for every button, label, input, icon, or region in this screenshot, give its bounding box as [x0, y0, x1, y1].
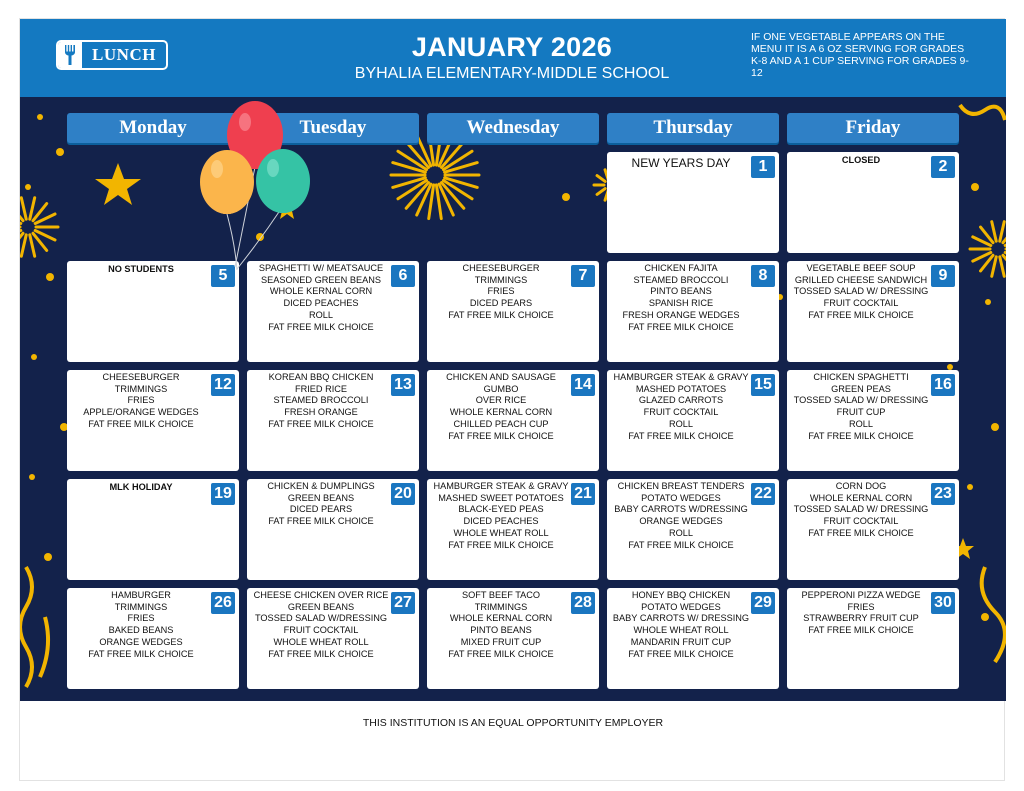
menu-item: STEAMED BROCCOLI [273, 395, 369, 406]
menu-item: STRAWBERRY FRUIT CUP [803, 613, 919, 624]
menu-item: DICED PEACHES [283, 298, 359, 309]
day-cell [67, 479, 239, 580]
day-cell [607, 370, 779, 471]
balloon-icon [256, 149, 310, 213]
menu-item: POTATO WEDGES [641, 601, 721, 612]
menu-list [69, 372, 213, 431]
streamer [20, 567, 32, 687]
date-number: 28 [571, 592, 595, 614]
menu-item: CHEESE CHICKEN OVER RICE [253, 590, 389, 600]
day-cell [427, 479, 599, 580]
day-cell [427, 370, 599, 471]
day-cell [607, 152, 779, 253]
menu-item: DICED PEACHES [463, 516, 539, 527]
menu-item: FAT FREE MILK CHOICE [448, 648, 554, 659]
menu-list [249, 372, 393, 431]
menu-item: FRUIT COCKTAIL [823, 298, 899, 309]
day-header-tuesday: Tuesday [247, 113, 419, 143]
menu-item: GREEN BEANS [287, 601, 355, 612]
date-number: 23 [931, 483, 955, 505]
menu-item: FRUIT COCKTAIL [283, 625, 359, 636]
date-number: 15 [751, 374, 775, 396]
menu-list [609, 481, 753, 551]
school-name: BYHALIA ELEMENTARY-MIDDLE SCHOOL [354, 65, 670, 82]
menu-list [609, 263, 753, 333]
menu-item: GUMBO [483, 383, 519, 394]
menu-item: TRIMMINGS [114, 383, 168, 394]
calendar-board [20, 97, 1006, 701]
menu-item: ROLL [848, 418, 873, 429]
menu-item: NEW YEARS DAY [631, 156, 731, 170]
menu-list [249, 263, 393, 333]
date-number: 9 [931, 265, 955, 287]
menu-item: CHICKEN SPAGHETTI [813, 372, 909, 382]
date-number: 26 [211, 592, 235, 614]
menu-list [789, 263, 933, 322]
day-cell [67, 588, 239, 689]
menu-list [429, 590, 573, 660]
menu-item: SPAGHETTI W/ MEATSAUCE [258, 263, 384, 273]
menu-item: BABY CARROTS W/ DRESSING [612, 613, 750, 624]
day-cell [607, 261, 779, 362]
menu-item: OVER RICE [475, 395, 527, 406]
menu-item: FAT FREE MILK CHOICE [808, 309, 914, 320]
menu-item: APPLE/ORANGE WEDGES [83, 407, 199, 418]
streamer [960, 105, 1005, 120]
menu-item: FAT FREE MILK CHOICE [88, 418, 194, 429]
menu-item: FAT FREE MILK CHOICE [268, 516, 374, 527]
menu-item: HAMBURGER STEAK & GRAVY [613, 372, 749, 382]
menu-list [429, 263, 573, 322]
menu-item: CHICKEN & DUMPLINGS [267, 481, 375, 491]
date-number: 29 [751, 592, 775, 614]
menu-item: CHICKEN FAJITA [644, 263, 718, 273]
menu-item: BLACK-EYED PEAS [458, 504, 544, 515]
menu-list [789, 590, 933, 637]
date-number: 22 [751, 483, 775, 505]
date-number: 8 [751, 265, 775, 287]
menu-item: DICED PEARS [289, 504, 353, 515]
menu-item: SPANISH RICE [648, 298, 714, 309]
menu-list [249, 481, 393, 528]
menu-item: VEGETABLE BEEF SOUP [806, 263, 916, 273]
serving-note: IF ONE VEGETABLE APPEARS ON THE MENU IT IS A 6 OZ SERVING FOR GRADES K-8 AND A 1 CUP SERVING FOR GRADES 9-12 [751, 31, 969, 79]
menu-list [789, 481, 933, 540]
balloons [175, 97, 315, 272]
firework-icon [391, 131, 479, 218]
day-header-wednesday: Wednesday [427, 113, 599, 143]
star-icon [95, 163, 141, 205]
menu-item: ORANGE WEDGES [99, 636, 183, 647]
menu-item: FAT FREE MILK CHOICE [628, 539, 734, 550]
day-cell [247, 479, 419, 580]
menu-page [19, 18, 1005, 781]
menu-item: SOFT BEEF TACO [461, 590, 541, 600]
day-cell [427, 261, 599, 362]
fork-icon [58, 42, 82, 68]
menu-list [789, 155, 933, 167]
day-cell [247, 261, 419, 362]
day-cell [787, 370, 959, 471]
lunch-logo [56, 40, 168, 70]
header-bar [20, 19, 1006, 97]
date-number: 12 [211, 374, 235, 396]
menu-item: WHOLE KERNAL CORN [449, 407, 553, 418]
menu-item: FRUIT COCKTAIL [823, 516, 899, 527]
menu-item: FRESH ORANGE [284, 407, 358, 418]
menu-item: FAT FREE MILK CHOICE [808, 430, 914, 441]
menu-item: CHICKEN AND SAUSAGE [446, 372, 556, 382]
menu-item: BAKED BEANS [108, 625, 174, 636]
menu-list [429, 481, 573, 551]
page-title: JANUARY 2026 [411, 32, 613, 62]
date-number: 2 [931, 156, 955, 178]
menu-item: WHOLE KERNAL CORN [269, 286, 373, 297]
date-number: 16 [931, 374, 955, 396]
menu-item: CORN DOG [835, 481, 887, 491]
menu-item: NO STUDENTS [108, 264, 174, 274]
menu-item: WHOLE KERNAL CORN [809, 492, 913, 503]
menu-item: FAT FREE MILK CHOICE [268, 321, 374, 332]
menu-item: ROLL [668, 527, 693, 538]
menu-item: FRUIT CUP [836, 407, 886, 418]
day-cell [247, 588, 419, 689]
menu-item: PEPPERONI PIZZA WEDGE [801, 590, 921, 600]
day-header-monday: Monday [67, 113, 239, 143]
date-number: 30 [931, 592, 955, 614]
menu-item: FRIES [487, 286, 515, 297]
menu-list [69, 482, 213, 494]
menu-list [69, 590, 213, 660]
menu-item: FAT FREE MILK CHOICE [628, 648, 734, 659]
menu-item: DICED PEARS [469, 298, 533, 309]
menu-list [249, 590, 393, 660]
date-number: 5 [211, 265, 235, 287]
day-header-thursday: Thursday [607, 113, 779, 143]
menu-item: FAT FREE MILK CHOICE [448, 539, 554, 550]
balloon-icon [200, 150, 254, 214]
menu-item: KOREAN BBQ CHICKEN [268, 372, 374, 382]
menu-item: FRIED RICE [294, 383, 348, 394]
menu-item: TRIMMINGS [474, 274, 528, 285]
menu-item: MANDARIN FRUIT CUP [630, 636, 732, 647]
firework-icon [20, 198, 58, 256]
day-cell [787, 261, 959, 362]
menu-item: PINTO BEANS [650, 286, 712, 297]
menu-item: GREEN BEANS [287, 492, 355, 503]
menu-item: FAT FREE MILK CHOICE [448, 309, 554, 320]
menu-item: GLAZED CARROTS [638, 395, 724, 406]
menu-item: STEAMED BROCCOLI [633, 274, 729, 285]
menu-item: TOSSED SALAD W/ DRESSING [793, 395, 929, 406]
menu-item: PINTO BEANS [470, 625, 532, 636]
date-number: 20 [391, 483, 415, 505]
menu-item: TOSSED SALAD W/DRESSING [254, 613, 388, 624]
menu-item: GREEN PEAS [831, 383, 891, 394]
menu-item: FAT FREE MILK CHOICE [88, 648, 194, 659]
menu-item: BABY CARROTS W/DRESSING [614, 504, 748, 515]
date-number: 21 [571, 483, 595, 505]
menu-item: SEASONED GREEN BEANS [261, 274, 381, 285]
day-cell [247, 370, 419, 471]
menu-item: FAT FREE MILK CHOICE [268, 648, 374, 659]
date-number: 13 [391, 374, 415, 396]
day-cell [607, 479, 779, 580]
menu-item: WHOLE WHEAT ROLL [633, 625, 729, 636]
date-number: 27 [391, 592, 415, 614]
menu-item: FAT FREE MILK CHOICE [628, 321, 734, 332]
menu-list [609, 372, 753, 442]
menu-item: FRIES [847, 601, 875, 612]
menu-item: FRESH ORANGE WEDGES [622, 309, 740, 320]
menu-list [609, 590, 753, 660]
date-number: 19 [211, 483, 235, 505]
menu-item: FRIES [127, 395, 155, 406]
menu-list [429, 372, 573, 442]
menu-item: HONEY BBQ CHICKEN [631, 590, 731, 600]
menu-item: HAMBURGER STEAK & GRAVY [433, 481, 569, 491]
day-cell [787, 479, 959, 580]
menu-item: WHOLE KERNAL CORN [449, 613, 553, 624]
menu-item: CLOSED [841, 155, 881, 165]
menu-item: FAT FREE MILK CHOICE [808, 625, 914, 636]
menu-item: CHEESEBURGER [462, 263, 540, 273]
menu-list [789, 372, 933, 442]
menu-item: POTATO WEDGES [641, 492, 721, 503]
menu-list [609, 158, 753, 170]
menu-item: GRILLED CHEESE SANDWICH [794, 274, 928, 285]
date-number: 1 [751, 156, 775, 178]
menu-item: TOSSED SALAD W/ DRESSING [793, 504, 929, 515]
menu-item: CHICKEN BREAST TENDERS [617, 481, 745, 491]
menu-item: FAT FREE MILK CHOICE [808, 527, 914, 538]
menu-item: TRIMMINGS [474, 601, 528, 612]
menu-item: CHILLED PEACH CUP [453, 418, 549, 429]
day-cell [787, 152, 959, 253]
menu-item: ROLL [308, 309, 333, 320]
menu-item: HAMBURGER [111, 590, 171, 600]
firework-icon [970, 222, 1006, 277]
menu-item: FAT FREE MILK CHOICE [268, 418, 374, 429]
menu-item: CHEESEBURGER [102, 372, 180, 382]
menu-item: ORANGE WEDGES [639, 516, 723, 527]
menu-item: WHOLE WHEAT ROLL [453, 527, 549, 538]
menu-item: MIXED FRUIT CUP [460, 636, 542, 647]
day-header-friday: Friday [787, 113, 959, 143]
menu-item: FAT FREE MILK CHOICE [448, 430, 554, 441]
menu-item: MASHED POTATOES [635, 383, 727, 394]
menu-item: FRIES [127, 613, 155, 624]
menu-item: ROLL [668, 418, 693, 429]
date-number: 7 [571, 265, 595, 287]
date-number: 14 [571, 374, 595, 396]
menu-item: MLK HOLIDAY [109, 482, 173, 492]
logo-label: LUNCH [92, 45, 156, 64]
day-cell [67, 261, 239, 362]
menu-item: TRIMMINGS [114, 601, 168, 612]
day-cell [427, 588, 599, 689]
day-cell [787, 588, 959, 689]
menu-item: WHOLE WHEAT ROLL [273, 636, 369, 647]
menu-item: FAT FREE MILK CHOICE [628, 430, 734, 441]
day-cell [607, 588, 779, 689]
menu-item: FRUIT COCKTAIL [643, 407, 719, 418]
day-cell [67, 370, 239, 471]
menu-item: MASHED SWEET POTATOES [438, 492, 564, 503]
streamer [40, 617, 48, 677]
footer-text: THIS INSTITUTION IS AN EQUAL OPPORTUNITY EMPLOYER [362, 717, 664, 729]
date-number: 6 [391, 265, 415, 287]
menu-item: TOSSED SALAD W/ DRESSING [793, 286, 929, 297]
